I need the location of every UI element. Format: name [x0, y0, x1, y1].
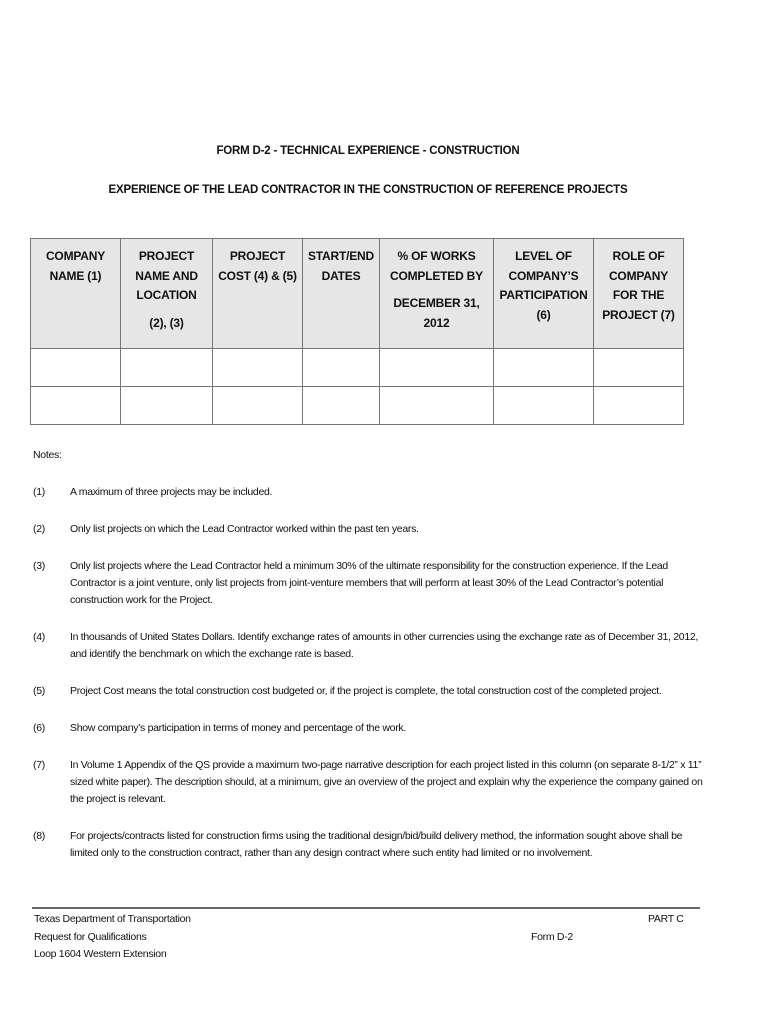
header-text: START/END DATES: [308, 249, 374, 283]
note-number: (8): [33, 830, 45, 842]
table-row: [31, 349, 684, 387]
note-number: (5): [33, 685, 45, 697]
footer-left: [34, 911, 191, 964]
footer-project: Loop 1604 Western Extension: [34, 948, 167, 960]
header-text: ROLE OF COMPANY FOR THE PROJECT (7): [602, 249, 675, 322]
footer-document: Request for Qualifications: [34, 930, 147, 943]
footer-part: PART C: [648, 913, 684, 925]
header-text: COMPANY NAME (1): [45, 249, 106, 283]
table-cell[interactable]: [121, 387, 213, 425]
note-4: [33, 629, 703, 663]
note-text: In thousands of United States Dollars. Identify exchange rates of amounts in other currencies using the exchange rate as of December 31, 2012, and identify the benchmark on which the exchange rate is based.: [70, 631, 699, 660]
header-company-name: [31, 239, 121, 349]
table-cell[interactable]: [213, 387, 303, 425]
header-text: PROJECT NAME AND LOCATION: [135, 249, 198, 302]
header-text: LEVEL OF COMPANY’S PARTICIPATION (6): [499, 249, 588, 322]
note-number: (2): [33, 523, 45, 535]
table-cell[interactable]: [380, 349, 494, 387]
form-title: FORM D-2 - TECHNICAL EXPERIENCE - CONSTRUCTION: [216, 145, 520, 157]
header-project-cost: [213, 239, 303, 349]
form-subtitle: EXPERIENCE OF THE LEAD CONTRACTOR IN THE CONSTRUCTION OF REFERENCE PROJECTS: [108, 184, 628, 196]
note-number: (3): [33, 560, 45, 572]
note-2: [33, 521, 703, 538]
note-8: [33, 828, 703, 862]
footer-form-id: Form D-2: [531, 931, 573, 943]
header-start-end-dates: [303, 239, 380, 349]
note-number: (6): [33, 722, 45, 734]
note-text: Only list projects where the Lead Contractor held a minimum 30% of the ultimate responsibility for the construction experience. If the Lead Contractor is a joint venture, only list projects from joint-venture members that will perform at least 30% of the Lead Contractor’s potential construction work for the Project.: [70, 560, 668, 606]
note-7: [33, 757, 703, 808]
table-cell[interactable]: [213, 349, 303, 387]
footer-divider: [32, 907, 700, 909]
note-text: Only list projects on which the Lead Contractor worked within the past ten years.: [70, 523, 419, 535]
table-cell[interactable]: [303, 349, 380, 387]
table-cell[interactable]: [494, 387, 594, 425]
note-3: [33, 558, 703, 609]
table-cell[interactable]: [31, 387, 121, 425]
header-company-role: [594, 239, 684, 349]
table-cell[interactable]: [31, 349, 121, 387]
table-cell[interactable]: [494, 349, 594, 387]
table-cell[interactable]: [594, 387, 684, 425]
header-participation-level: [494, 239, 594, 349]
notes-section: [33, 447, 703, 882]
table-cell[interactable]: [303, 387, 380, 425]
header-text: % OF WORKS COMPLETED BY: [390, 249, 483, 283]
footer-organization: Texas Department of Transportation: [34, 913, 191, 925]
notes-label: Notes:: [33, 449, 62, 461]
table-cell[interactable]: [380, 387, 494, 425]
note-text: Project Cost means the total construction cost budgeted or, if the project is complete, the total construction cost of the completed project.: [70, 685, 662, 697]
header-subtext: (2), (3): [149, 315, 184, 330]
table-cell[interactable]: [121, 349, 213, 387]
table-cell[interactable]: [594, 349, 684, 387]
note-6: [33, 720, 703, 737]
table-row: [31, 387, 684, 425]
experience-table: [30, 238, 684, 425]
note-text: For projects/contracts listed for construction firms using the traditional design/bid/build delivery method, the information sought above shall be limited only to the construction contract, rather than any design contract where such entity had limited or no involvement.: [70, 830, 683, 859]
note-number: (4): [33, 631, 45, 643]
note-text: In Volume 1 Appendix of the QS provide a maximum two-page narrative description for each project listed in this column (on separate 8-1/2” x 11” sized white paper). The description should, at a minimum, give an overview of the project and explain why the experience the company gained on the project is relevant.: [70, 759, 703, 805]
note-number: (1): [33, 486, 45, 498]
header-text: PROJECT COST (4) & (5): [218, 249, 297, 283]
note-text: A maximum of three projects may be included.: [70, 486, 273, 498]
table-header-row: [31, 239, 684, 349]
note-1: [33, 484, 703, 501]
header-subtext: DECEMBER 31, 2012: [393, 296, 480, 330]
note-5: [33, 683, 703, 700]
note-text: Show company’s participation in terms of money and percentage of the work.: [70, 722, 406, 734]
header-project-name: [121, 239, 213, 349]
header-percent-completed: [380, 239, 494, 349]
note-number: (7): [33, 759, 45, 771]
